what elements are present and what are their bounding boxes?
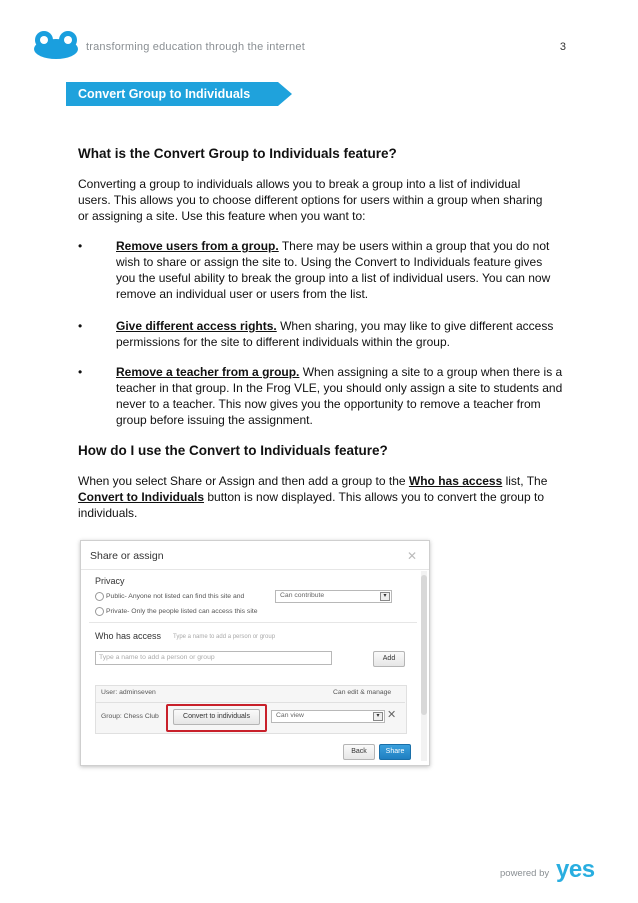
bullet-text: When sharing, you may like to give different access [276, 319, 554, 333]
bullet-line: you the useful ability to break the group into a list of individual users. You can now [116, 271, 551, 285]
bullet-line: group before issuing the assignment. [116, 413, 313, 427]
intro-line: Converting a group to individuals allows you to break a group into a list of individual [78, 177, 521, 191]
close-icon[interactable]: ✕ [406, 549, 417, 563]
chevron-down-icon: ▾ [373, 712, 383, 721]
tagline: transforming education through the internet [86, 41, 305, 53]
bullet-remove-users [78, 238, 568, 302]
who-has-access-term: Who has access [408, 474, 503, 488]
convert-term: Convert to Individuals [78, 490, 205, 504]
dialog-divider [81, 569, 429, 570]
share-assign-dialog [80, 540, 430, 766]
bullet-dot: • [78, 365, 83, 379]
intro-line: or assigning a site. Use this feature when you want to: [78, 209, 366, 223]
section-heading-what: What is the Convert Group to Individuals feature? [78, 146, 397, 161]
group-permission-select[interactable] [271, 710, 385, 723]
person-group-input[interactable] [95, 651, 332, 665]
bullet-remove-teacher [78, 364, 568, 428]
bullet-lead: Remove users from a group. [116, 239, 279, 253]
user-row-name: User: adminseven [101, 689, 156, 696]
how-text: When you select Share or Assign and then add a group to the [78, 474, 409, 488]
bullet-line: never to a teacher. This now gives you the opportunity to remove a teacher from [116, 397, 541, 411]
how-paragraph [78, 473, 568, 521]
how-text: button is now displayed. This allows you to convert the group to [204, 490, 544, 504]
public-radio[interactable] [95, 592, 104, 601]
public-permission-select[interactable] [275, 590, 392, 603]
bullet-lead: Give different access rights. [116, 319, 277, 333]
yes-logo: yes [556, 856, 595, 883]
back-button[interactable]: Back [343, 744, 375, 760]
section-heading-how: How do I use the Convert to Individuals feature? [78, 443, 388, 458]
frog-logo [30, 30, 82, 60]
user-row-permission: Can edit & manage [333, 689, 392, 696]
select-value: Can contribute [280, 592, 325, 599]
bullet-lead: Remove a teacher from a group. [116, 365, 300, 379]
remove-icon[interactable]: ✕ [387, 709, 397, 721]
group-row-name: Group: Chess Club [101, 713, 159, 720]
bullet-line: permissions for the site to different individuals within the group. [116, 335, 450, 349]
share-button[interactable]: Share [379, 744, 411, 760]
convert-to-individuals-button[interactable]: Convert to individuals [173, 709, 260, 725]
who-has-access-label: Who has access [95, 631, 162, 641]
bullet-line: remove an individual user or users from the list. [116, 287, 369, 301]
scrollbar-thumb[interactable] [421, 575, 427, 715]
private-radio[interactable] [95, 607, 104, 616]
row-divider [95, 702, 405, 703]
bullet-line: teacher in that group. In the Frog VLE, you should only assign a site to students and [116, 381, 563, 395]
chevron-down-icon: ▾ [380, 592, 390, 601]
input-placeholder: Type a name to add a person or group [99, 654, 215, 661]
bullet-text: There may be users within a group that you do not [278, 239, 550, 253]
bullet-line: wish to share or assign the site to. Using the Convert to Individuals feature gives [116, 255, 543, 269]
privacy-label: Privacy [95, 576, 125, 586]
who-has-access-hint: Type a name to add a person or group [173, 634, 276, 640]
public-option-text: Public- Anyone not listed can find this site and [106, 593, 245, 600]
highlight-box [166, 704, 267, 732]
page-number: 3 [559, 41, 566, 53]
bullet-text: When assigning a site to a group when there is a [299, 365, 563, 379]
private-option-text: Private- Only the people listed can access this site [106, 608, 258, 615]
bullet-access-rights [78, 318, 568, 350]
bullet-dot: • [78, 239, 83, 253]
intro-line: users. This allows you to choose different options for users within a group when sharing [78, 193, 543, 207]
how-text: individuals. [78, 506, 138, 520]
bullet-dot: • [78, 319, 83, 333]
how-text: list, The [502, 474, 548, 488]
dialog-title: Share or assign [90, 550, 164, 562]
add-button[interactable]: Add [373, 651, 405, 667]
section-divider [89, 622, 417, 623]
banner-title: Convert Group to Individuals [78, 87, 251, 101]
select-value: Can view [276, 712, 304, 719]
powered-by-text: powered by [500, 868, 550, 879]
intro-paragraph [78, 176, 568, 224]
